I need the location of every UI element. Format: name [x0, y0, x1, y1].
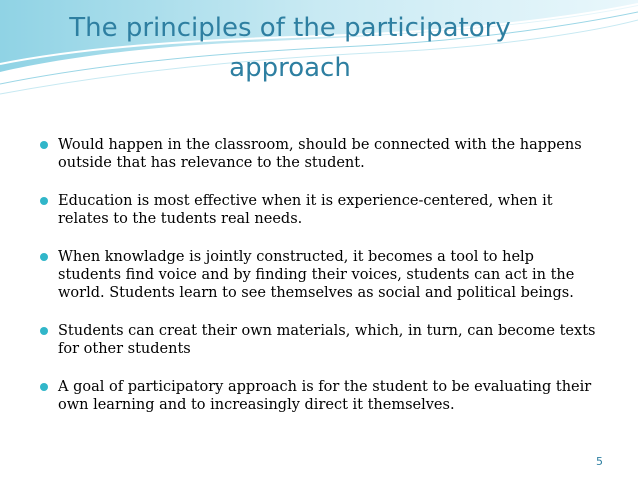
bullet-text: When knowladge is jointly constructed, it becomes a tool to help students find voice and by finding their voices, students can act in the world. Students learn to see themselves as social and political beings. — [58, 249, 575, 301]
bullet-text: Education is most effective when it is experience-centered, when it relates to the tudents real needs. — [58, 193, 553, 227]
bullet-item — [40, 378, 600, 414]
bullet-dot-icon — [40, 141, 48, 149]
slide-title — [40, 8, 540, 88]
bullet-dot-icon — [40, 383, 48, 391]
bullet-dot-icon — [40, 253, 48, 261]
bullet-item — [40, 192, 600, 228]
bullet-item — [40, 248, 600, 302]
bullet-item — [40, 322, 600, 358]
bullet-text: A goal of participatory approach is for the student to be evaluating their own learning and to increasingly direct it themselves. — [58, 379, 592, 413]
bullet-dot-icon — [40, 327, 48, 335]
title-line-2: approach — [229, 53, 351, 83]
page-number: 5 — [596, 455, 603, 468]
bullet-list — [40, 136, 600, 434]
bullet-text: Would happen in the classroom, should be connected with the happens outside that has relevance to the student. — [58, 137, 582, 171]
bullet-item — [40, 136, 600, 172]
bullet-dot-icon — [40, 197, 48, 205]
bullet-text: Students can creat their own materials, which, in turn, can become texts for other students — [58, 323, 596, 357]
title-line-1: The principles of the participatory — [69, 13, 511, 43]
